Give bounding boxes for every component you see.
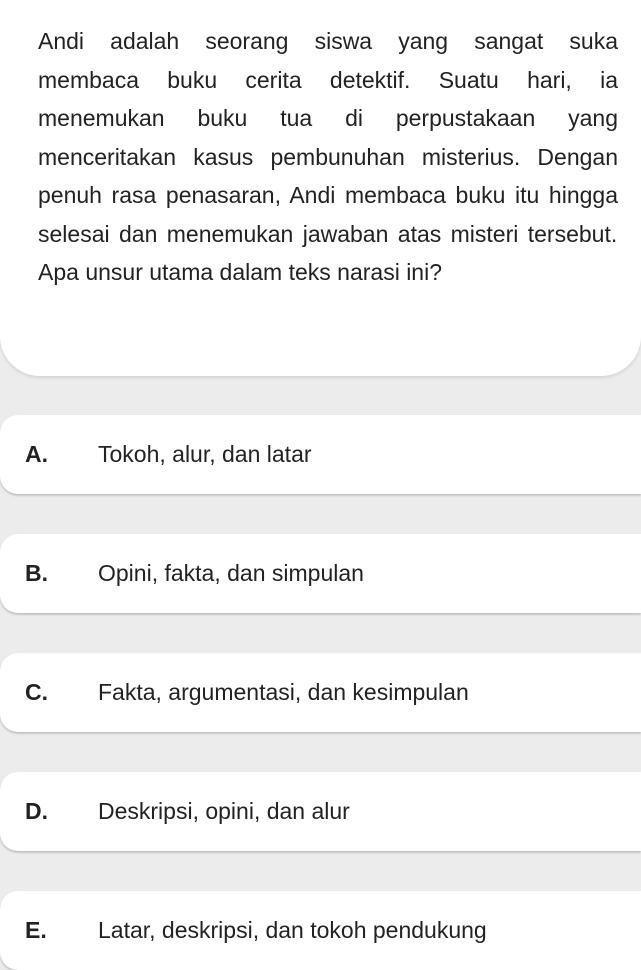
answer-option-b[interactable]	[0, 534, 641, 613]
option-text: Latar, deskripsi, dan tokoh pendukung	[98, 917, 487, 943]
option-letter: C.	[25, 679, 48, 705]
answer-option-e[interactable]	[0, 891, 641, 970]
option-letter: B.	[25, 560, 48, 586]
question-card	[0, 0, 641, 376]
answer-option-a[interactable]	[0, 415, 641, 494]
option-text: Deskripsi, opini, dan alur	[98, 798, 350, 824]
option-letter: E.	[25, 917, 47, 943]
answer-option-c[interactable]	[0, 653, 641, 732]
question-prompt: Apa unsur utama dalam teks narasi ini?	[38, 259, 442, 285]
option-letter: A.	[25, 441, 48, 467]
option-text: Fakta, argumentasi, dan kesimpulan	[98, 679, 469, 705]
option-text: Tokoh, alur, dan latar	[98, 441, 312, 467]
option-text: Opini, fakta, dan simpulan	[98, 560, 364, 586]
question-passage: Andi adalah seorang siswa yang sangat suka membaca buku cerita detektif. Suatu hari, ia menemukan buku tua di perpustakaan yang menceritakan kasus pembunuhan misterius. Dengan penuh rasa penasaran, Andi membaca buku itu hingga selesai dan menemukan jawaban atas misteri tersebut.	[38, 28, 618, 247]
answer-option-d[interactable]	[0, 772, 641, 851]
option-letter: D.	[25, 798, 48, 824]
